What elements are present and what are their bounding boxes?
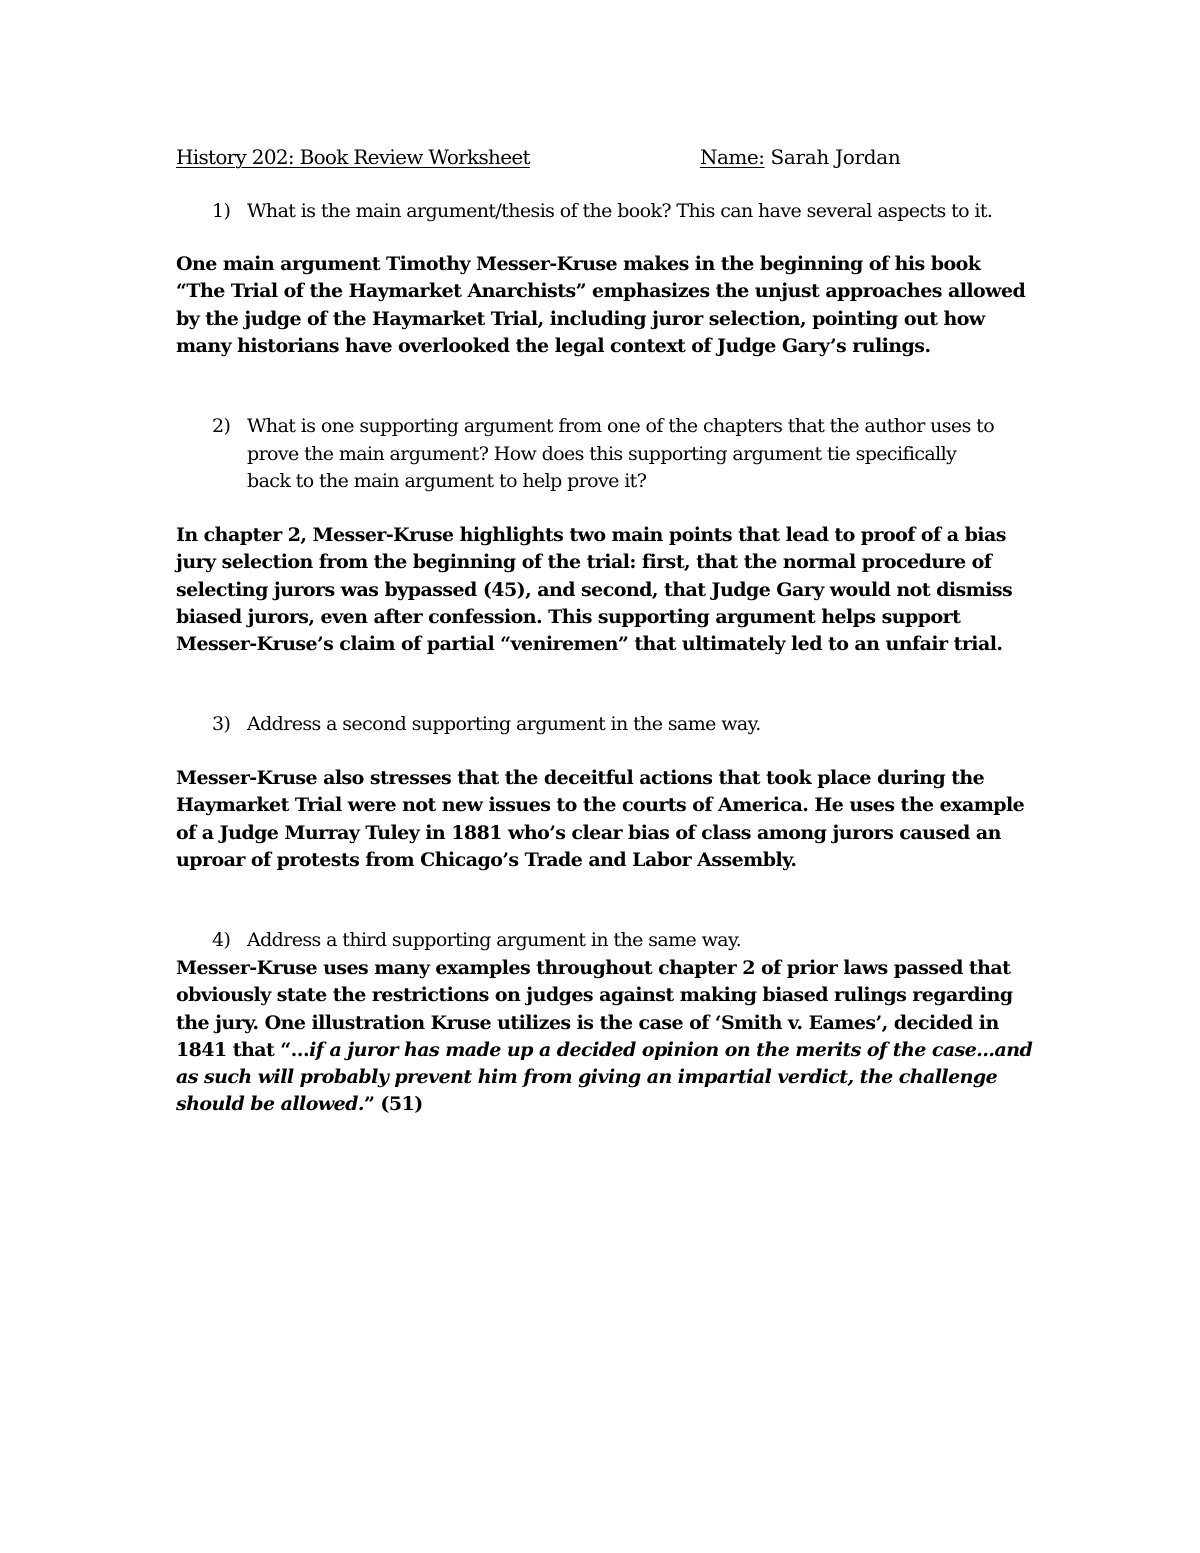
question-1 <box>212 198 1017 226</box>
question-number: 1) <box>212 200 231 222</box>
answer-line: jury selection from the beginning of the trial: first, that the normal procedure of <box>176 551 992 574</box>
answer-2 <box>176 522 1036 658</box>
question-line: What is one supporting argument from one of the chapters that the author uses to <box>247 415 995 437</box>
answer-line: many historians have overlooked the legal context of Judge Gary’s rulings. <box>176 334 931 357</box>
question-line: prove the main argument? How does this supporting argument tie specifically <box>247 442 957 465</box>
answer-3 <box>176 765 1036 874</box>
question-number: 2) <box>212 415 231 437</box>
question-line: Address a second supporting argument in the same way. <box>247 713 761 735</box>
answer-line: the jury. One illustration Kruse utilizes is the case of ‘Smith v. Eames’, decided in <box>176 1011 999 1034</box>
worksheet-header <box>176 143 1036 173</box>
answer-line: obviously state the restrictions on judges against making biased rulings regarding <box>176 984 1013 1007</box>
answer-line: uproar of protests from Chicago’s Trade and Labor Assembly. <box>176 848 797 871</box>
answer-line: Messer-Kruse’s claim of partial “veniremen” that ultimately led to an unfair trial. <box>176 633 1003 656</box>
quoted-ruling: if a juror has made up a decided opinion on the merits of the case...and <box>309 1038 1033 1061</box>
answer-line: Haymarket Trial were not new issues to the courts of America. He uses the example <box>176 794 1025 817</box>
question-line: back to the main argument to help prove it? <box>247 470 647 492</box>
question-number: 3) <box>212 713 231 735</box>
student-name: Sarah Jordan <box>764 145 901 169</box>
answer-line: selecting jurors was bypassed (45), and second, that Judge Gary would not dismiss <box>176 578 1013 601</box>
answer-line: Messer-Kruse uses many examples throughout chapter 2 of prior laws passed that <box>176 957 1011 979</box>
page-citation: ” (51) <box>363 1093 423 1116</box>
answer-line: biased jurors, even after confession. This supporting argument helps support <box>176 605 961 628</box>
answer-line: One main argument Timothy Messer-Kruse makes in the beginning of his book <box>176 253 981 275</box>
answer-line <box>176 1037 1036 1064</box>
answer-1 <box>176 251 1036 360</box>
answer-line: Messer-Kruse also stresses that the deceitful actions that took place during the <box>176 767 985 789</box>
answer-line <box>176 1091 1036 1118</box>
answer-text: 1841 that “… <box>176 1038 310 1061</box>
quoted-ruling: as such will probably prevent him from giving an impartial verdict, the challenge <box>176 1066 998 1089</box>
answer-line: “The Trial of the Haymarket Anarchists” emphasizes the unjust approaches allowed <box>176 280 1026 303</box>
student-name-field <box>700 143 901 171</box>
quoted-ruling: should be allowed. <box>176 1093 364 1116</box>
question-line: What is the main argument/thesis of the book? This can have several aspects to it. <box>247 200 993 222</box>
question-text <box>247 927 1017 955</box>
answer-4 <box>176 955 1036 1119</box>
answer-line: of a Judge Murray Tuley in 1881 who’s clear bias of class among jurors caused an <box>176 821 1001 844</box>
question-4 <box>212 927 1017 955</box>
question-text <box>247 198 1017 226</box>
name-label: Name: <box>700 145 765 169</box>
worksheet-title: History 202: Book Review Worksheet <box>176 145 530 169</box>
question-3 <box>212 711 1017 739</box>
question-number: 4) <box>212 929 231 951</box>
answer-line: by the judge of the Haymarket Trial, including juror selection, pointing out how <box>176 307 985 330</box>
answer-line: In chapter 2, Messer-Kruse highlights two main points that lead to proof of a bias <box>176 524 1006 546</box>
question-2 <box>212 413 1017 496</box>
question-text <box>247 413 1017 496</box>
question-line: Address a third supporting argument in the same way. <box>247 929 742 951</box>
question-text <box>247 711 1017 739</box>
